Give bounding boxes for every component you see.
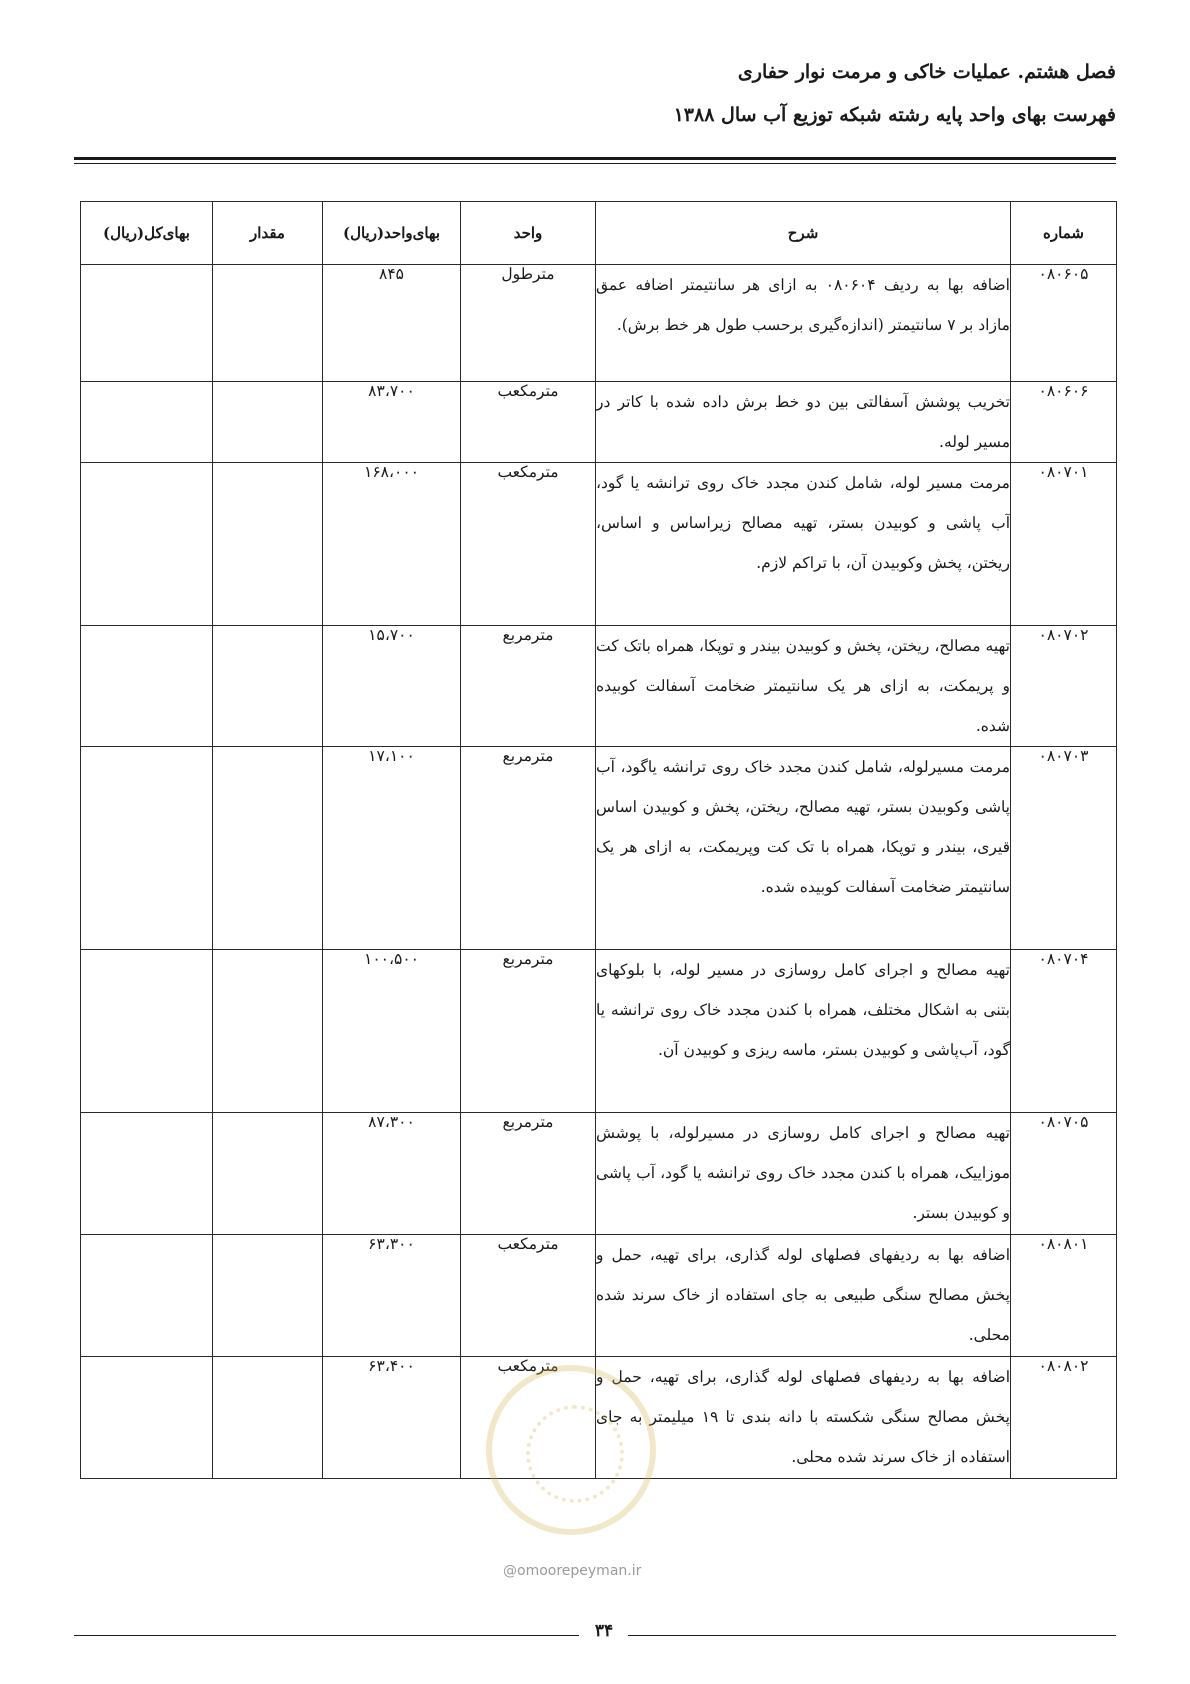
item-total — [81, 382, 213, 463]
item-unit-price: ۶۳،۴۰۰ — [323, 1357, 461, 1479]
item-unit: مترمربع — [461, 626, 596, 747]
col-header-number: شماره — [1011, 202, 1117, 265]
item-unit: مترطول — [461, 265, 596, 382]
item-number: ۰۸۰۸۰۲ — [1011, 1357, 1117, 1479]
item-total — [81, 626, 213, 747]
item-description: تهیه مصالح و اجرای کامل روسازی در مسیرلوله، با پوشش موزاییک، همراه با کندن مجدد خاک روی ترانشه یا گود، آب پاشی و کوبیدن بستر. — [596, 1113, 1011, 1235]
item-description: تهیه مصالح و اجرای کامل روسازی در مسیر لوله، با بلوکهای بتنی به اشکال مختلف، همراه با کندن مجدد خاک روی ترانشه یا گود، آب‌پاشی و کوبیدن بستر، ماسه ریزی و کوبیدن آن. — [596, 950, 1011, 1113]
item-quantity — [213, 950, 323, 1113]
item-quantity — [213, 382, 323, 463]
header-rule-thick — [74, 157, 1116, 160]
item-total — [81, 747, 213, 950]
item-total — [81, 950, 213, 1113]
col-header-unit: واحد — [461, 202, 596, 265]
item-number: ۰۸۰۷۰۳ — [1011, 747, 1117, 950]
item-description: تهیه مصالح، ریختن، پخش و کوبیدن بیندر و توپکا، همراه باتک کت و پریمکت، به ازای هر یک سانتیمتر ضخامت آسفالت کوبیده شده. — [596, 626, 1011, 747]
item-quantity — [213, 1357, 323, 1479]
item-total — [81, 265, 213, 382]
page-header — [674, 58, 1116, 129]
item-unit-price: ۱۷،۱۰۰ — [323, 747, 461, 950]
item-unit: مترمربع — [461, 1113, 596, 1235]
item-total — [81, 1357, 213, 1479]
item-number: ۰۸۰۸۰۱ — [1011, 1235, 1117, 1357]
table-row — [81, 1235, 1117, 1357]
table-row — [81, 626, 1117, 747]
item-unit: مترمکعب — [461, 463, 596, 626]
col-header-quantity: مقدار — [213, 202, 323, 265]
table-row — [81, 382, 1117, 463]
item-description: اضافه بها به ردیف ۰۸۰۶۰۴ به ازای هر سانتیمتر اضافه عمق مازاد بر ۷ سانتیمتر (اندازه‌گیری برحسب طول هر خط برش). — [596, 265, 1011, 382]
item-total — [81, 1113, 213, 1235]
col-header-description: شرح — [596, 202, 1011, 265]
table-header-row — [81, 202, 1117, 265]
item-description: مرمت مسیرلوله، شامل کندن مجدد خاک روی ترانشه یاگود، آب پاشی وکوبیدن بستر، تهیه مصالح، ریختن، پخش و کوبیدن اساس قیری، بیندر و توپکا، همراه با تک کت وپریمکت، به ازای هر یک سانتیمتر ضخامت آسفالت کوبیده شده. — [596, 747, 1011, 950]
item-description: تخریب پوشش آسفالتی بین دو خط برش داده شده با کاتر در مسیر لوله. — [596, 382, 1011, 463]
item-number: ۰۸۰۷۰۴ — [1011, 950, 1117, 1113]
item-quantity — [213, 747, 323, 950]
price-table — [80, 201, 1117, 1479]
chapter-title: فصل هشتم. عملیات خاکی و مرمت نوار حفاری — [737, 61, 1116, 83]
item-unit: مترمکعب — [461, 1235, 596, 1357]
item-number: ۰۸۰۶۰۵ — [1011, 265, 1117, 382]
col-header-unit-price: بهای‌واحد(ریال) — [323, 202, 461, 265]
item-unit-price: ۱۵،۷۰۰ — [323, 626, 461, 747]
item-quantity — [213, 1113, 323, 1235]
col-header-total: بهای‌کل(ریال) — [81, 202, 213, 265]
item-number: ۰۸۰۷۰۵ — [1011, 1113, 1117, 1235]
item-description: اضافه بها به ردیفهای فصلهای لوله گذاری، برای تهیه، حمل و پخش مصالح سنگی طبیعی به جای استفاده از خاک سرند شده محلی. — [596, 1235, 1011, 1357]
item-total — [81, 463, 213, 626]
item-unit: مترمکعب — [461, 1357, 596, 1479]
footer-rule-left — [74, 1635, 579, 1636]
item-description: اضافه بها به ردیفهای فصلهای لوله گذاری، برای تهیه، حمل و پخش مصالح سنگی شکسته با دانه بندی تا ۱۹ میلیمتر به جای استفاده از خاک سرند شده محلی. — [596, 1357, 1011, 1479]
item-unit-price: ۸۳،۷۰۰ — [323, 382, 461, 463]
item-quantity — [213, 1235, 323, 1357]
item-quantity — [213, 265, 323, 382]
item-number: ۰۸۰۷۰۲ — [1011, 626, 1117, 747]
item-unit-price: ۶۳،۳۰۰ — [323, 1235, 461, 1357]
item-number: ۰۸۰۷۰۱ — [1011, 463, 1117, 626]
item-unit-price: ۸۷،۳۰۰ — [323, 1113, 461, 1235]
watermark-url: @omoorepeyman.ir — [503, 1563, 642, 1579]
table-row — [81, 265, 1117, 382]
item-unit: مترمربع — [461, 747, 596, 950]
item-unit-price: ۱۶۸،۰۰۰ — [323, 463, 461, 626]
item-total — [81, 1235, 213, 1357]
watermark-seal — [486, 1365, 656, 1535]
item-unit-price: ۸۴۵ — [323, 265, 461, 382]
item-description: مرمت مسیر لوله، شامل کندن مجدد خاک روی ترانشه یا گود، آب پاشی و کوبیدن بستر، تهیه مصالح زیراساس و اساس، ریختن، پخش وکوبیدن آن، با تراکم لازم. — [596, 463, 1011, 626]
footer-rule-right — [628, 1635, 1116, 1636]
item-unit: مترمکعب — [461, 382, 596, 463]
table-row — [81, 747, 1117, 950]
table-row — [81, 1113, 1117, 1235]
item-quantity — [213, 626, 323, 747]
item-unit: مترمربع — [461, 950, 596, 1113]
page-number: ۳۴ — [594, 1621, 614, 1641]
document-subtitle: فهرست بهای واحد پایه رشته شبکه توزیع آب سال ۱۳۸۸ — [673, 104, 1116, 126]
table-row — [81, 463, 1117, 626]
header-rule-thin — [74, 163, 1116, 164]
item-unit-price: ۱۰۰،۵۰۰ — [323, 950, 461, 1113]
table-row — [81, 950, 1117, 1113]
item-quantity — [213, 463, 323, 626]
item-number: ۰۸۰۶۰۶ — [1011, 382, 1117, 463]
